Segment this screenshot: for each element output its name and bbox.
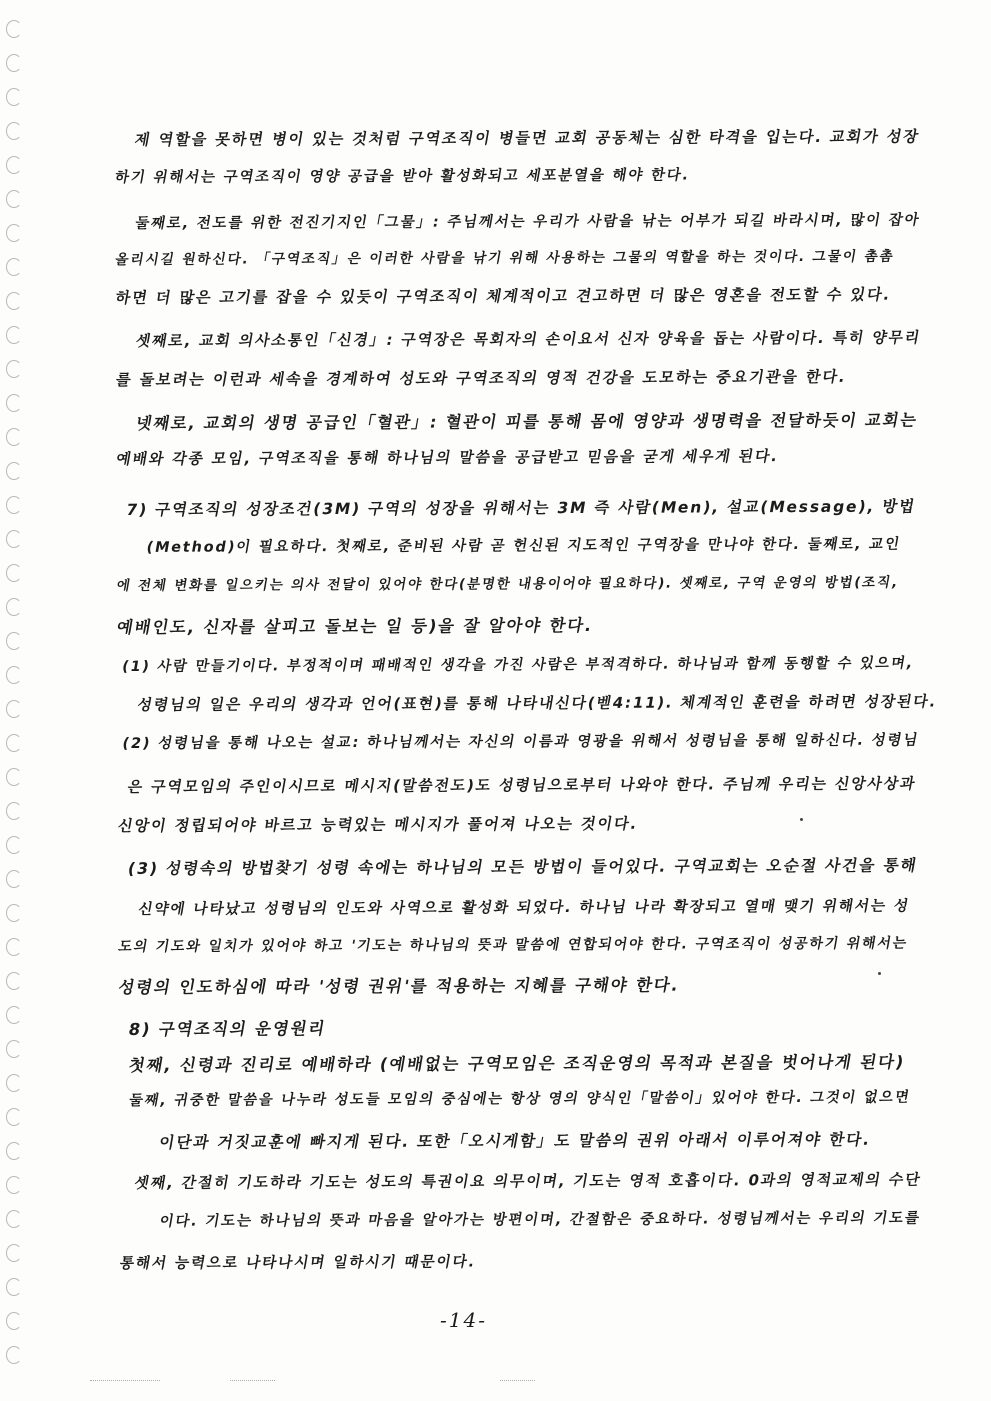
binder-hole [6, 734, 22, 752]
bottom-dotted-mark [500, 1380, 535, 1382]
text-line: 셋째, 간절히 기도하라 기도는 성도의 특권이요 의무이며, 기도는 영적 호흡이다. 0과의 영적교제의 수단 [132, 1170, 923, 1192]
binder-hole [6, 292, 22, 310]
binder-hole [6, 1278, 22, 1296]
binder-hole [6, 360, 22, 378]
text-line: 신앙이 정립되어야 바르고 능력있는 메시지가 풀어져 나오는 것이다. [116, 814, 640, 836]
binder-hole [6, 1244, 22, 1262]
binder-hole [6, 1142, 22, 1160]
binder-hole [6, 972, 22, 990]
text-line: 은 구역모임의 주인이시므로 메시지(말씀전도)도 성령님으로부터 나와야 한다. 주님께 우리는 신앙사상과 [126, 774, 918, 796]
binder-hole [6, 598, 22, 616]
binder-hole [6, 156, 22, 174]
binder-hole [6, 1074, 22, 1092]
text-line: 예배인도, 신자를 살피고 돌보는 일 등)을 잘 알아야 한다. [115, 615, 595, 638]
binder-hole [6, 224, 22, 242]
binder-hole [6, 88, 22, 106]
binder-hole [6, 1312, 22, 1330]
binder-hole [6, 632, 22, 650]
text-line: 첫째, 신령과 진리로 예배하라 (예배없는 구역모임은 조직운영의 목적과 본질을 벗어나게 된다) [127, 1052, 907, 1075]
handwritten-text-body [113, 124, 939, 1272]
text-line: (2) 성령님을 통해 나오는 설교: 하나님께서는 자신의 이름과 영광을 위해서 성령님을 통해 일하신다. 성령님 [121, 732, 921, 752]
page-number: -14- [440, 1308, 487, 1332]
text-line: 에 전체 변화를 일으키는 의사 전달이 있어야 한다(분명한 내용이어야 필요하다). 셋째로, 구역 운영의 방법(조직, [115, 574, 901, 595]
binder-hole [6, 462, 22, 480]
binder-hole [6, 1346, 22, 1364]
binder-hole [6, 1108, 22, 1126]
binder-hole [6, 530, 22, 548]
binder-hole [6, 1040, 22, 1058]
binder-hole [6, 938, 22, 956]
text-line: 제 역할을 못하면 병이 있는 것처럼 구역조직이 병들면 교회 공동체는 심한 타격을 입는다. 교회가 성장 [133, 127, 922, 149]
binder-hole [6, 564, 22, 582]
binder-hole [6, 428, 22, 446]
ink-speck [800, 818, 803, 821]
binder-hole [6, 326, 22, 344]
binder-hole [6, 190, 22, 208]
text-line: 넷째로, 교회의 생명 공급인「혈관」: 혈관이 피를 통해 몸에 영양과 생명력을 전달하듯이 교회는 [134, 410, 920, 433]
text-line: 통해서 능력으로 나타나시며 일하시기 때문이다. [118, 1253, 478, 1272]
text-line: 신약에 나타났고 성령님의 인도와 사역으로 활성화 되었다. 하나님 나라 확장되고 열매 맺기 위해서는 성 [136, 897, 912, 918]
text-line: 예배와 각종 모임, 구역조직을 통해 하나님의 말씀을 공급받고 믿음을 굳게 세우게 된다. [114, 447, 781, 469]
text-line: 둘째로, 전도를 위한 전진기지인「그물」: 주님께서는 우리가 사람을 낚는 어부가 되길 바라시며, 많이 잡아 [133, 212, 922, 232]
binder-hole [6, 802, 22, 820]
binder-hole [6, 122, 22, 140]
binder-hole [6, 700, 22, 718]
binder-hole [6, 870, 22, 888]
text-line: (Method)이 필요하다. 첫째로, 준비된 사람 곧 헌신된 지도적인 구역장을 만나야 한다. 둘째로, 교인 [145, 536, 903, 556]
text-line: 성령님의 일은 우리의 생각과 언어(표현)를 통해 나타내신다(벧4:11). 체계적인 훈련을 하려면 성장된다. [135, 692, 939, 714]
binder-hole [6, 1176, 22, 1194]
text-line: 하기 위해서는 구역조직이 영양 공급을 받아 활성화되고 세포분열을 해야 한다. [113, 167, 692, 187]
binder-hole [6, 54, 22, 72]
text-line: (3) 성령속의 방법찾기 성령 속에는 하나님의 모든 방법이 들어있다. 구역교회는 오순절 사건을 통해 [126, 855, 920, 878]
binder-hole [6, 258, 22, 276]
bottom-dotted-mark [90, 1380, 160, 1382]
binder-hole [6, 394, 22, 412]
binder-holes [4, 20, 26, 1380]
text-line: 성령의 인도하심에 따라 '성령 권위'를 적용하는 지혜를 구해야 한다. [116, 975, 682, 998]
binder-hole [6, 1006, 22, 1024]
text-line: 이단과 거짓교훈에 빠지게 된다. 또한「오시게함」도 말씀의 권위 아래서 이루어져야 한다. [157, 1129, 873, 1152]
binder-hole [6, 768, 22, 786]
text-line: (1) 사람 만들기이다. 부정적이며 패배적인 생각을 가진 사람은 부적격하다. 하나님과 함께 동행할 수 있으며, [120, 655, 916, 675]
text-line: 하면 더 많은 고기를 잡을 수 있듯이 구역조직이 체계적이고 견고하면 더 많은 영혼을 전도할 수 있다. [114, 285, 893, 308]
binder-hole [6, 496, 22, 514]
text-line: 를 돌보려는 이런과 세속을 경계하여 성도와 구역조직의 영적 건강을 도모하는 중요기관을 한다. [114, 367, 848, 390]
text-line: 둘째, 귀중한 말씀을 나누라 성도들 모임의 중심에는 항상 영의 양식인「말씀이」있어야 한다. 그것이 없으면 [127, 1089, 912, 1109]
ink-speck [878, 972, 881, 975]
binder-hole [6, 836, 22, 854]
binder-hole [6, 666, 22, 684]
text-line: 셋째로, 교회 의사소통인「신경」: 구역장은 목회자의 손이요서 신자 양육을 돕는 사람이다. 특히 양무리 [134, 328, 923, 350]
binder-hole [6, 20, 22, 38]
text-line: 도의 기도와 일치가 있어야 하고 '기도는 하나님의 뜻과 말씀에 연합되어야 한다. 구역조직이 성공하기 위해서는 [117, 935, 910, 955]
text-line: 8) 구역조직의 운영원리 [127, 1019, 328, 1039]
text-line: 올리시길 원하신다. 「구역조직」은 이러한 사람을 낚기 위해 사용하는 그물의 역할을 하는 것이다. 그물이 촘촘 [113, 248, 896, 269]
text-line: 7) 구역조직의 성장조건(3M) 구역의 성장을 위해서는 3M 즉 사람(Men), 설교(Message), 방법 [124, 497, 918, 519]
text-line: 이다. 기도는 하나님의 뜻과 마음을 알아가는 방편이며, 간절함은 중요하다. 성령님께서는 우리의 기도를 [158, 1210, 923, 1230]
binder-hole [6, 904, 22, 922]
bottom-dotted-mark [230, 1380, 275, 1382]
binder-hole [6, 1210, 22, 1228]
